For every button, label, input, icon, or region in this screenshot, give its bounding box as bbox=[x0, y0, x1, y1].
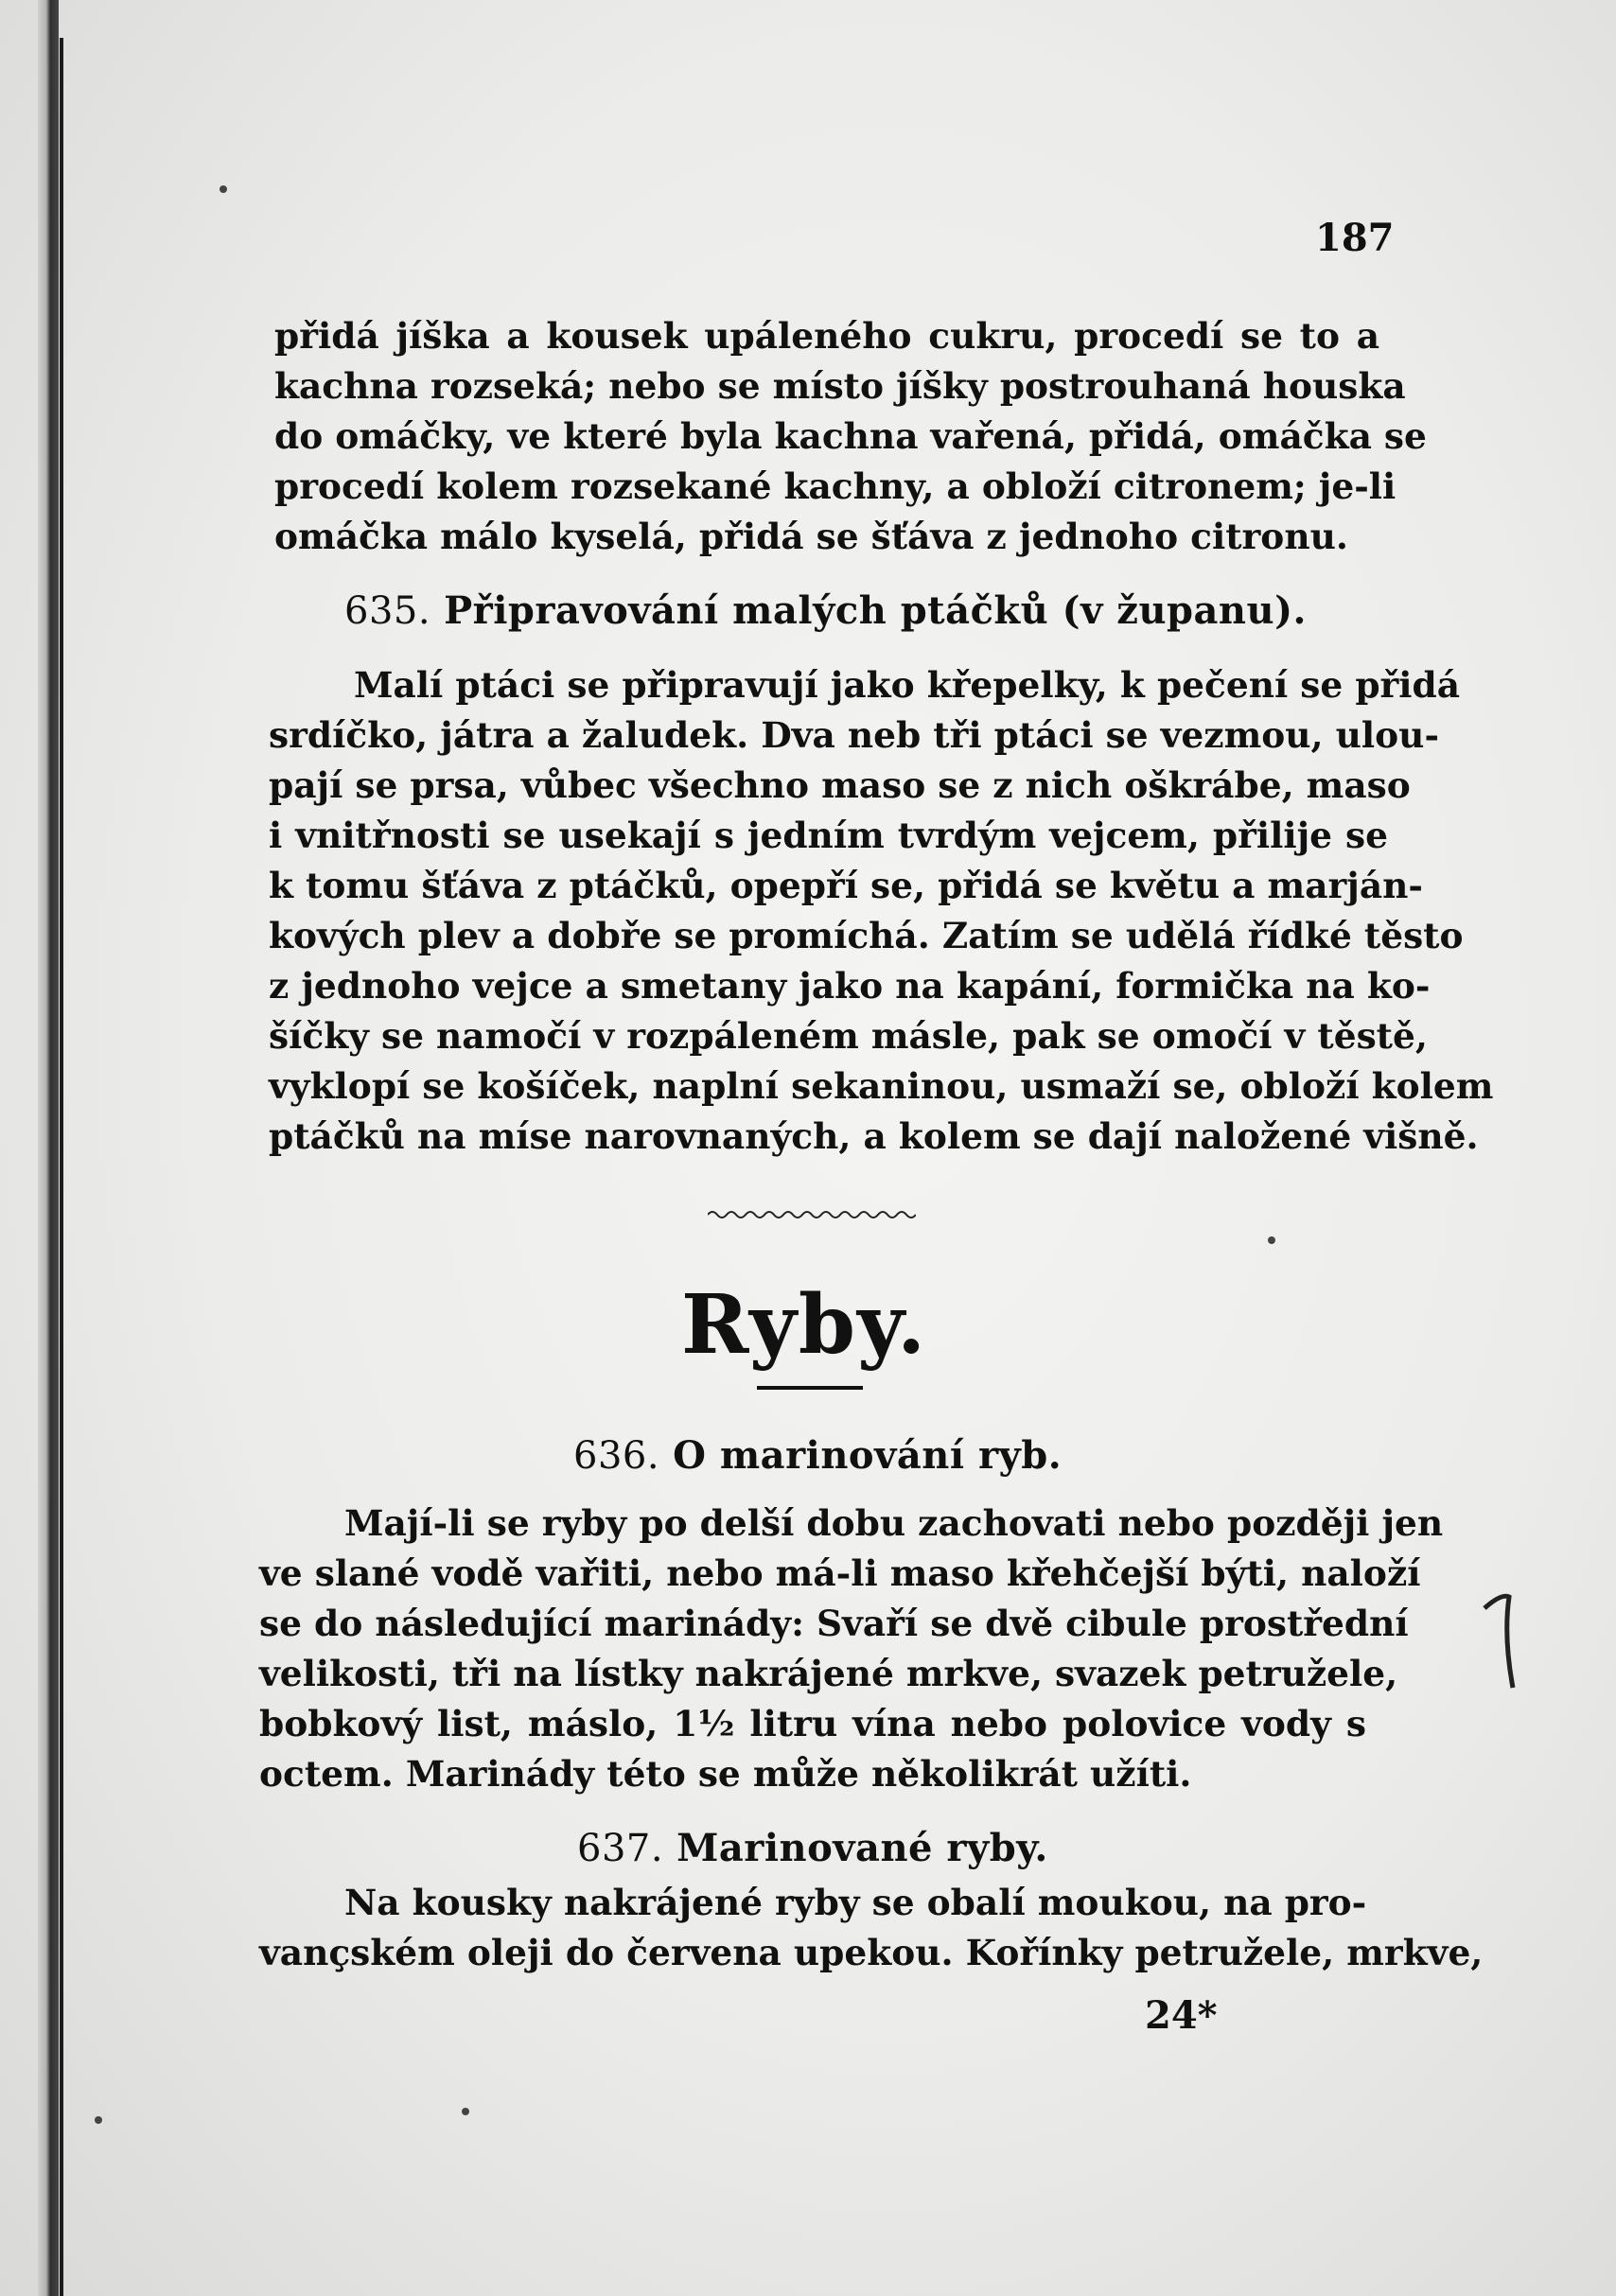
text-line: srdíčko, játra a žaludek. Dva neb tři ptáci se vezmou, ulou- bbox=[269, 714, 1440, 756]
recipe-title: Marinované ryby. bbox=[676, 1826, 1048, 1870]
text-line: procedí kolem rozsekané kachny, a obloží citronem; je-li bbox=[274, 465, 1396, 507]
recipe-635-heading bbox=[344, 588, 1307, 633]
page-number: 187 bbox=[1315, 216, 1395, 260]
text-line: vançském oleji do červena upekou. Kořínky petružele, mrkve, bbox=[259, 1932, 1484, 1973]
section-title-rule bbox=[757, 1386, 863, 1390]
recipe-number: 636. bbox=[573, 1434, 660, 1478]
text-line: pají se prsa, vůbec všechno maso se z nich oškrábe, maso bbox=[269, 764, 1411, 806]
text-line: k tomu šťáva z ptáčků, opepří se, přidá se květu a marján- bbox=[269, 865, 1423, 906]
section-title: Ryby. bbox=[680, 1277, 928, 1373]
recipe-637-body bbox=[259, 1878, 1484, 1978]
text-line: přidá jíška a kousek upáleného cukru, procedí se to a bbox=[274, 315, 1379, 357]
text-line: z jednoho vejce a smetany jako na kapání, formička na ko- bbox=[269, 965, 1431, 1007]
text-line: omáčka málo kyselá, přidá se šťáva z jednoho citronu. bbox=[274, 516, 1348, 557]
text-line: Malí ptáci se připravují jako křepelky, k pečení se přidá bbox=[354, 664, 1461, 706]
text-line: ve slané vodě vařiti, nebo má-li maso křehčejší býti, naloží bbox=[259, 1552, 1421, 1594]
text-line: kachna rozseká; nebo se místo jíšky postrouhaná houska bbox=[274, 365, 1406, 407]
recipe-number: 635. bbox=[344, 589, 431, 633]
text-line: ptáčků na míse narovnaných, a kolem se dají naložené višně. bbox=[269, 1115, 1479, 1157]
text-line: octem. Marinády této se může několikrát užíti. bbox=[259, 1753, 1192, 1795]
text-line: i vnitřnosti se usekají s jedním tvrdým vejcem, přilije se bbox=[269, 815, 1388, 856]
recipe-637-heading bbox=[577, 1826, 1048, 1870]
recipe-635-body bbox=[269, 660, 1494, 1162]
recipe-636-heading bbox=[573, 1433, 1062, 1478]
text-line: bobkový list, máslo, 1½ litru vína nebo polovice vody s bbox=[259, 1703, 1366, 1744]
recipe-number: 637. bbox=[577, 1827, 664, 1870]
text-line: kových plev a dobře se promíchá. Zatím se udělá řídké těsto bbox=[269, 915, 1464, 956]
text-line: do omáčky, ve které byla kachna vařená, přidá, omáčka se bbox=[274, 415, 1427, 457]
text-line: šíčky se namočí v rozpáleném másle, pak se omočí v těstě, bbox=[269, 1015, 1428, 1057]
printer-signature-mark: 24* bbox=[1145, 1993, 1218, 2038]
recipe-title: Připravování malých ptáčků (v županu). bbox=[444, 588, 1307, 633]
continuation-paragraph bbox=[274, 311, 1427, 562]
text-line: Mají-li se ryby po delší dobu zachovati nebo později jen bbox=[344, 1502, 1444, 1544]
text-line: velikosti, tři na lístky nakrájené mrkve, svazek petružele, bbox=[259, 1653, 1398, 1694]
text-line: Na kousky nakrájené ryby se obalí moukou, na pro- bbox=[344, 1882, 1367, 1923]
recipe-636-body bbox=[259, 1499, 1444, 1799]
recipe-title: O marinování ryb. bbox=[673, 1433, 1063, 1478]
text-line: vyklopí se košíček, naplní sekaninou, usmaží se, obloží kolem bbox=[269, 1065, 1494, 1107]
text-line: se do následující marinády: Svaří se dvě cibule prostřední bbox=[259, 1603, 1409, 1644]
wavy-divider-ornament bbox=[708, 1207, 916, 1222]
